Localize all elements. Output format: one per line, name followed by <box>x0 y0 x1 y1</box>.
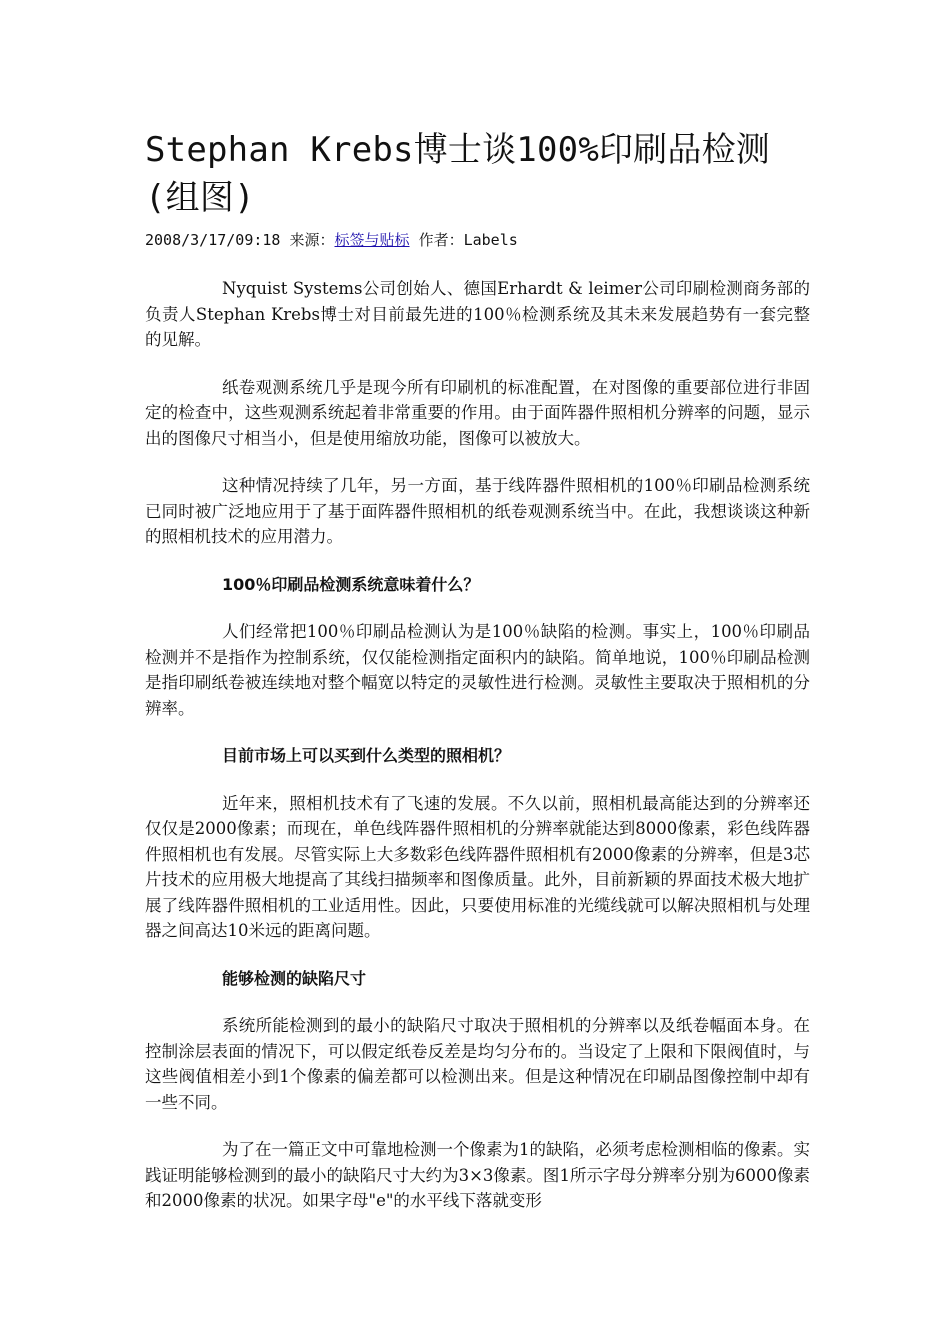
paragraph-pixel-detection: 为了在一篇正文中可靠地检测一个像素为1的缺陷，必须考虑检测相临的像素。实践证明能够检测到的最小的缺陷尺寸大约为3×3像素。图1所示字母分辨率分别为6000像素和2000像素的状况。如果字母"e"的水平线下落就变形 <box>145 1140 810 1210</box>
paragraph-meaning: 人们经常把100％印刷品检测认为是100％缺陷的检测。事实上，100％印刷品检测并不是指作为控制系统，仅仅能检测指定面积内的缺陷。简单地说，100％印刷品检测是指印刷纸卷被连续地对整个幅宽以特定的灵敏性进行检测。灵敏性主要取决于照相机的分辨率。 <box>145 622 810 718</box>
paragraph-web-viewing: 纸卷观测系统几乎是现今所有印刷机的标准配置，在对图像的重要部位进行非固定的检查中，这些观测系统起着非常重要的作用。由于面阵器件照相机分辨率的问题，显示出的图像尺寸相当小，但是使用缩放功能，图像可以被放大。 <box>145 377 810 448</box>
source-link[interactable]: 标签与贴标 <box>334 231 410 249</box>
paragraph-intro: Nyquist Systems公司创始人、德国Erhardt & leimer公司印刷检测商务部的负责人Stephan Krebs博士对目前最先进的100％检测系统及其未来发展趋势有一套完整的见解。 <box>145 279 810 349</box>
section-heading-camera-types: 目前市场上可以买到什么类型的照相机？ <box>222 746 511 765</box>
paragraph-defect-size: 系统所能检测到的最小的缺陷尺寸取决于照相机的分辨率以及纸卷幅面本身。在控制涂层表面的情况下，可以假定纸卷反差是均匀分布的。当设定了上限和下限阀值时，与这些阀值相差小到1个像素的偏差都可以检测出来。但是这种情况在印刷品图像控制中却有一些不同。 <box>145 1016 810 1112</box>
source-label: 来源： <box>289 231 335 249</box>
article <box>145 126 810 1214</box>
section-heading-meaning: 100％印刷品检测系统意味着什么？ <box>222 574 480 594</box>
publish-datetime: 2008/3/17/09:18 <box>145 231 281 249</box>
article-title: Stephan Krebs博士谈100%印刷品检测(组图) <box>145 130 770 218</box>
paragraph-camera-types: 近年来，照相机技术有了飞速的发展。不久以前，照相机最高能达到的分辨率还仅仅是2000像素；而现在，单色线阵器件照相机的分辨率就能达到8000像素，彩色线阵器件照相机也有发展。尽管实际上大多数彩色线阵器件照相机有2000像素的分辨率，但是3芯片技术的应用极大地提高了其线扫描频率和图像质量。此外，目前新颖的界面技术极大地扩展了线阵器件照相机的工业适用性。因此，只要使用标准的光缆线就可以解决照相机与处理器之间高达10米远的距离问题。 <box>145 793 810 940</box>
paragraph-camera-potential: 这种情况持续了几年，另一方面，基于线阵器件照相机的100％印刷品检测系统已同时被广泛地应用于了基于面阵器件照相机的纸卷观测系统当中。在此，我想谈谈这种新的照相机技术的应用潜力。 <box>145 476 810 546</box>
author-label: 作者： <box>418 231 464 249</box>
author-name: Labels <box>463 231 518 249</box>
section-heading-defect-size: 能够检测的缺陷尺寸 <box>222 968 367 988</box>
article-meta <box>145 228 810 252</box>
